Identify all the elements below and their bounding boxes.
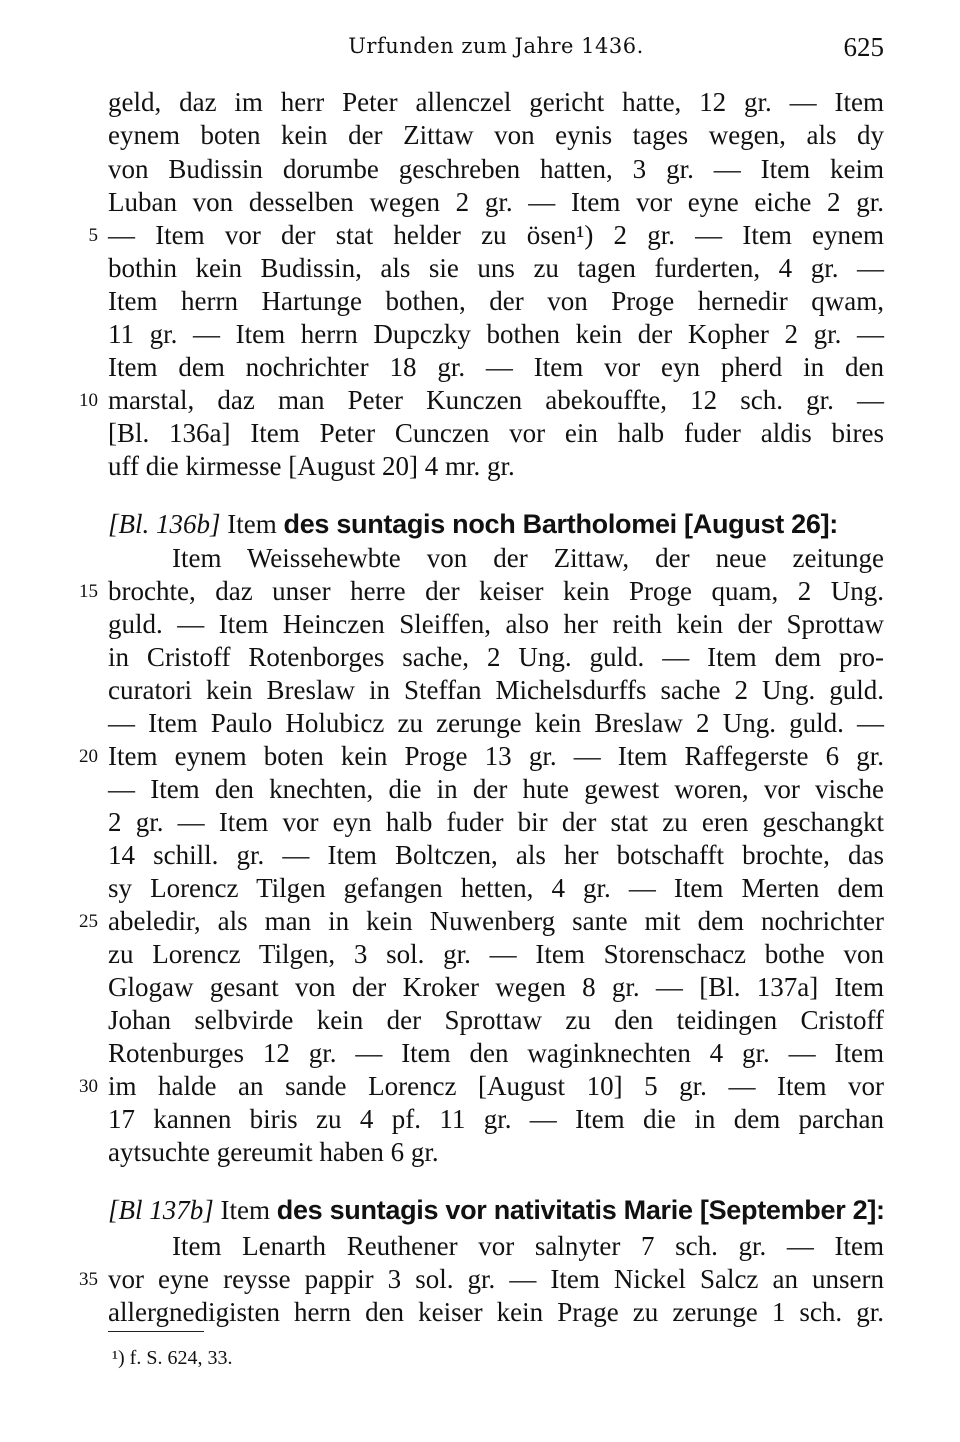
text-line: eynem boten kein der Zittaw von eynis tages wegen, als dy bbox=[108, 120, 884, 150]
text-line: sy Lorencz Tilgen gefangen hetten, 4 gr. — Item Merten dem bbox=[108, 873, 884, 903]
line-number: 5 bbox=[88, 225, 98, 246]
text-line: Item Lenarth Reuthener vor salnyter 7 sch. gr. — Item bbox=[172, 1231, 884, 1261]
text-line: uff die kirmesse [August 20] 4 mr. gr. bbox=[108, 451, 515, 481]
line-number: 25 bbox=[79, 911, 98, 932]
text-line: von Budissin dorumbe geschreben hatten, 3 gr. — Item keim bbox=[108, 154, 884, 184]
heading-date: des suntagis noch Bartholomei [August 26]: bbox=[283, 509, 838, 539]
text-line: Item herrn Hartunge bothen, der von Proge hernedir qwam, bbox=[108, 286, 884, 316]
text-line: bothin kein Budissin, als sie uns zu tagen furderten, 4 gr. — bbox=[108, 253, 884, 283]
text-line: Item eynem boten kein Proge 13 gr. — Item Raffegerste 6 gr. bbox=[108, 741, 884, 771]
text-line: Item Weissehewbte von der Zittaw, der neue zeitunge bbox=[172, 543, 884, 573]
section-heading bbox=[108, 508, 884, 540]
running-head: Urfunden zum Jahre 1436. bbox=[348, 34, 644, 58]
footnote: ¹) f. S. 624, 33. bbox=[112, 1347, 233, 1369]
line-number: 15 bbox=[79, 581, 98, 602]
heading-item-word: Item bbox=[220, 1195, 270, 1225]
page-header bbox=[108, 30, 884, 70]
text-line: 14 schill. gr. — Item Boltczen, als her botschafft brochte, das bbox=[108, 840, 884, 870]
text-line: zu Lorencz Tilgen, 3 sol. gr. — Item Storenschacz bothe von bbox=[108, 939, 884, 969]
line-number: 30 bbox=[79, 1076, 98, 1097]
text-line: 2 gr. — Item vor eyn halb fuder bir der stat zu eren geschangkt bbox=[108, 807, 884, 837]
text-line: Rotenburges 12 gr. — Item den waginknechten 4 gr. — Item bbox=[108, 1038, 884, 1068]
text-line: — Item den knechten, die in der hute gewest woren, vor vische bbox=[108, 774, 884, 804]
text-line: geld, daz im herr Peter allenczel gericht hatte, 12 gr. — Item bbox=[108, 87, 884, 117]
footnote-rule bbox=[108, 1331, 204, 1332]
text-line: brochte, daz unser herre der keiser kein Proge quam, 2 Ung. bbox=[108, 576, 884, 606]
text-line: [Bl. 136a] Item Peter Cunczen vor ein halb fuder aldis bires bbox=[108, 418, 884, 448]
folio-reference: [Bl. 136b] bbox=[108, 509, 221, 539]
text-line: guld. — Item Heinczen Sleiffen, also her reith kein der Sprottaw bbox=[108, 609, 884, 639]
text-line: Johan selbvirde kein der Sprottaw zu den teidingen Cristoff bbox=[108, 1005, 884, 1035]
folio-reference: [Bl 137b] bbox=[108, 1195, 214, 1225]
line-number: 35 bbox=[79, 1269, 98, 1290]
text-line: — Item vor der stat helder zu ösen¹) 2 gr. — Item eynem bbox=[108, 220, 884, 250]
text-line: in Cristoff Rotenborges sache, 2 Ung. guld. — Item dem pro- bbox=[108, 642, 884, 672]
heading-date: des suntagis vor nativitatis Marie [September 2]: bbox=[276, 1195, 885, 1225]
section-heading bbox=[108, 1194, 884, 1226]
line-number: 10 bbox=[79, 390, 98, 411]
text-line: allergnedigisten herrn den keiser kein Prage zu zerunge 1 sch. gr. bbox=[108, 1297, 884, 1327]
text-line: vor eyne reysse pappir 3 sol. gr. — Item Nickel Salcz an unsern bbox=[108, 1264, 884, 1294]
text-line: 17 kannen biris zu 4 pf. 11 gr. — Item die in dem parchan bbox=[108, 1104, 884, 1134]
text-line: im halde an sande Lorencz [August 10] 5 gr. — Item vor bbox=[108, 1071, 884, 1101]
text-line: Glogaw gesant von der Kroker wegen 8 gr. — [Bl. 137a] Item bbox=[108, 972, 884, 1002]
text-line: Luban von desselben wegen 2 gr. — Item vor eyne eiche 2 gr. bbox=[108, 187, 884, 217]
text-line: — Item Paulo Holubicz zu zerunge kein Breslaw 2 Ung. guld. — bbox=[108, 708, 884, 738]
page-number: 625 bbox=[843, 32, 884, 62]
heading-item-word: Item bbox=[227, 509, 277, 539]
line-number: 20 bbox=[79, 746, 98, 767]
text-line: abeledir, als man in kein Nuwenberg sante mit dem nochrichter bbox=[108, 906, 884, 936]
text-line: Item dem nochrichter 18 gr. — Item vor eyn pherd in den bbox=[108, 352, 884, 382]
text-line: curatori kein Breslaw in Steffan Michelsdurffs sache 2 Ung. guld. bbox=[108, 675, 884, 705]
text-line: marstal, daz man Peter Kunczen abekouffte, 12 sch. gr. — bbox=[108, 385, 884, 415]
text-line: aytsuchte gereumit haben 6 gr. bbox=[108, 1137, 439, 1167]
text-line: 11 gr. — Item herrn Dupczky bothen kein der Kopher 2 gr. — bbox=[108, 319, 884, 349]
